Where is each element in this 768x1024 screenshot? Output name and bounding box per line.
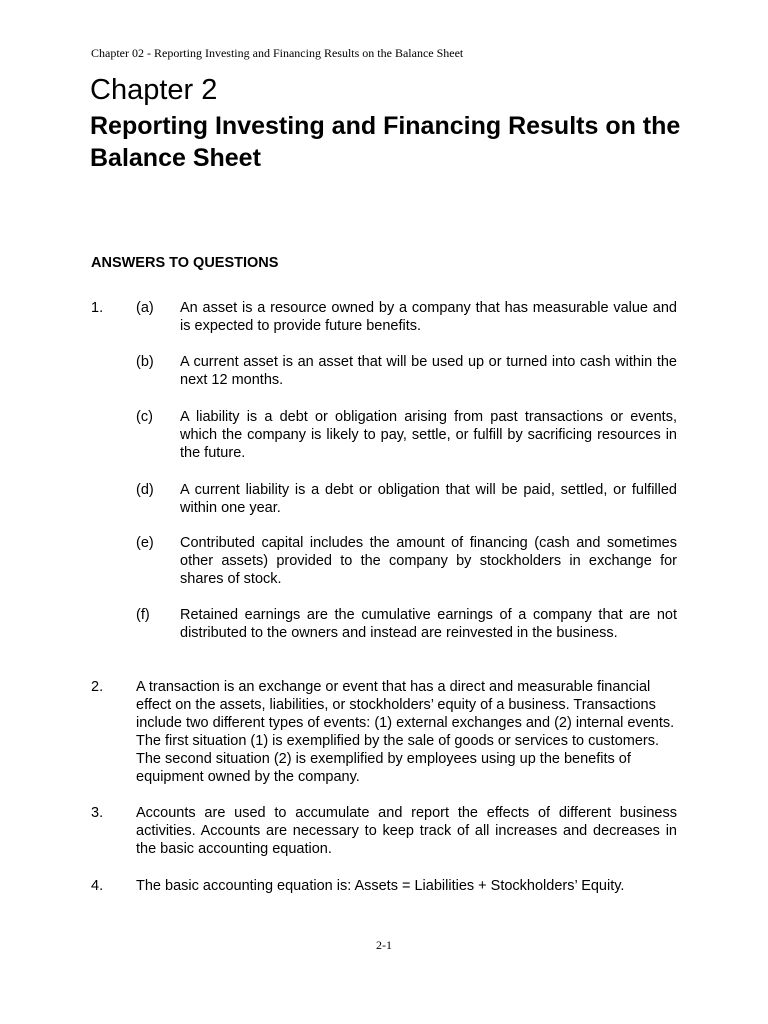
sub-item-letter: (d) <box>136 482 154 498</box>
section-heading: ANSWERS TO QUESTIONS <box>91 255 279 271</box>
question-text: A transaction is an exchange or event that has a direct and measurable financial effect on the assets, liabilities, or stockholders’ equity of a business. Transactions include two different types of events: (1) external exchanges and (2) internal events. The first situation (1) is exemplified by the sale of goods or services to customers. The second situation (2) is exemplified by employees using up the benefits of equipment owned by the company. <box>136 679 675 785</box>
page-number: 2-1 <box>376 938 392 952</box>
sub-item-text: A current liability is a debt or obligation that will be paid, settled, or fulfilled within one year. <box>180 482 677 516</box>
chapter-number: Chapter 2 <box>90 74 218 106</box>
sub-item-text: A liability is a debt or obligation arising from past transactions or events, which the company is likely to pay, settle, or fulfill by sacrificing resources in the future. <box>180 409 677 461</box>
sub-item-letter: (b) <box>136 354 154 370</box>
sub-item-letter: (a) <box>136 300 154 316</box>
question-text: The basic accounting equation is: Assets = Liabilities + Stockholders’ Equity. <box>136 878 625 894</box>
sub-item-letter: (e) <box>136 535 154 551</box>
sub-item-text: An asset is a resource owned by a company that has measurable value and is expected to provide future benefits. <box>180 300 677 334</box>
sub-item-letter: (f) <box>136 607 150 623</box>
sub-item-text: A current asset is an asset that will be used up or turned into cash within the next 12 months. <box>180 354 677 388</box>
question-number: 2. <box>91 679 104 695</box>
question-number: 1. <box>91 300 104 316</box>
question-number: 4. <box>91 878 104 894</box>
question-number: 3. <box>91 805 104 821</box>
question-text: Accounts are used to accumulate and report the effects of different business activities. Accounts are necessary to keep track of all increases and decreases in the basic accounting equation. <box>136 805 677 857</box>
sub-item-text: Retained earnings are the cumulative earnings of a company that are not distributed to the owners and instead are reinvested in the business. <box>180 607 677 641</box>
chapter-title: Reporting Investing and Financing Results on the Balance Sheet <box>90 112 681 172</box>
sub-item-letter: (c) <box>136 409 153 425</box>
sub-item-text: Contributed capital includes the amount of financing (cash and sometimes other assets) provided to the company by stockholders in exchange for shares of stock. <box>180 535 677 587</box>
running-header: Chapter 02 - Reporting Investing and Financing Results on the Balance Sheet <box>91 46 464 60</box>
